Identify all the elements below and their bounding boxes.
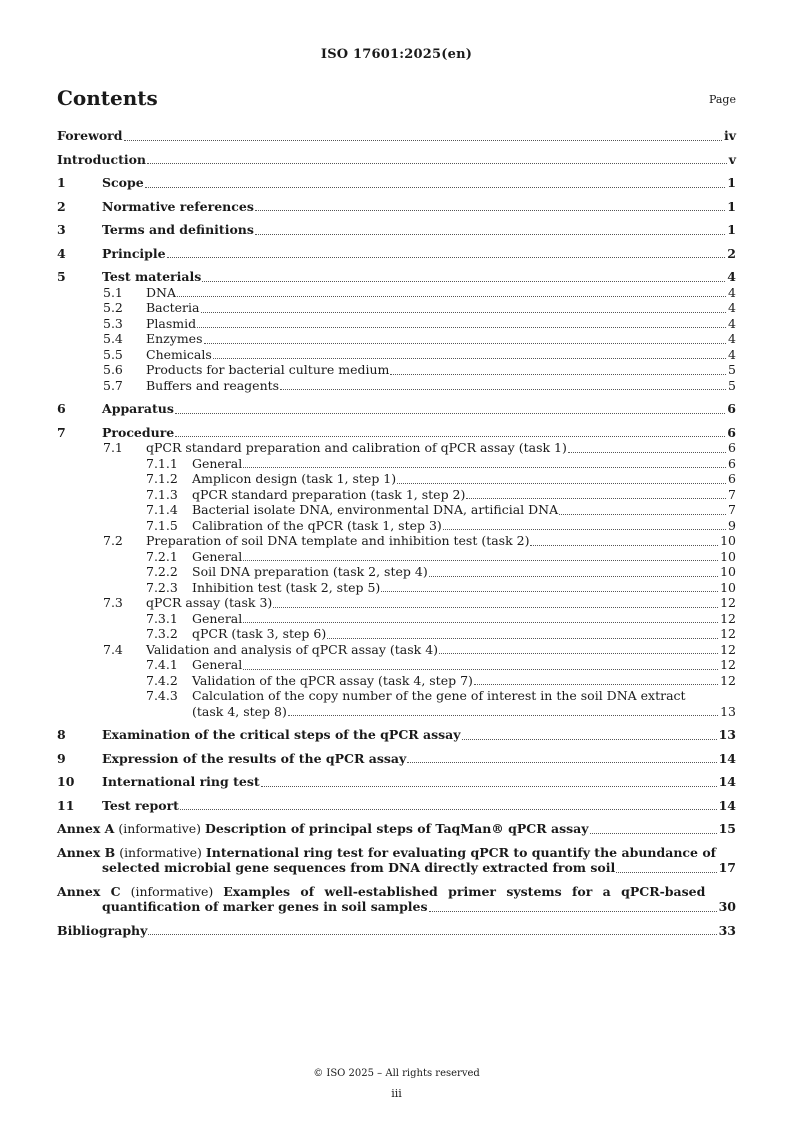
toc-entry-annex-b[interactable] xyxy=(57,845,736,861)
toc-number: 5.7 xyxy=(103,377,123,393)
dot-leader xyxy=(255,234,725,235)
toc-title: Terms and definitions xyxy=(102,222,254,237)
toc-number: 5.2 xyxy=(103,300,123,315)
contents-heading: Contents xyxy=(57,86,158,110)
toc-number: 8 xyxy=(57,727,66,742)
toc-title: Bacteria xyxy=(146,300,200,315)
toc-number: 3 xyxy=(57,222,66,237)
toc-entry-5-5[interactable] xyxy=(57,347,736,363)
toc-entry-section-7[interactable] xyxy=(57,425,736,441)
dot-leader xyxy=(327,638,718,639)
toc-entry-7-4-2[interactable] xyxy=(57,673,736,689)
toc-number: 7 xyxy=(57,424,66,440)
toc-page: 14 xyxy=(718,797,736,813)
toc-title: Introduction xyxy=(57,151,147,167)
dot-leader xyxy=(443,529,726,530)
dot-leader xyxy=(147,163,727,164)
toc-number: 11 xyxy=(57,797,75,813)
toc-page: 12 xyxy=(720,595,736,610)
toc-number: 7.1.1 xyxy=(146,455,178,471)
annex-type: (informative) xyxy=(118,821,202,836)
toc-title: General xyxy=(192,657,243,672)
toc-entry-7-1[interactable] xyxy=(57,440,736,456)
dot-leader xyxy=(202,281,725,282)
toc-number: 5 xyxy=(57,269,66,284)
toc-page: 7 xyxy=(728,502,736,517)
dot-leader xyxy=(439,653,718,654)
dot-leader xyxy=(204,343,727,344)
dot-leader xyxy=(474,684,718,685)
toc-entry-section-11[interactable] xyxy=(57,798,736,814)
toc-page: 12 xyxy=(720,641,736,657)
toc-entry-bibliography[interactable] xyxy=(57,923,736,939)
dot-leader xyxy=(124,140,722,141)
page-number: iii xyxy=(391,1087,402,1100)
toc-page: 6 xyxy=(727,424,736,440)
toc-entry-5-7[interactable] xyxy=(57,378,736,394)
toc-entry-annex-c[interactable] xyxy=(57,884,736,900)
toc-title: Enzymes xyxy=(146,331,203,346)
toc-number: 7.1.4 xyxy=(146,502,178,517)
dot-leader xyxy=(255,210,725,211)
dot-leader xyxy=(243,669,718,670)
toc-entry-5-6[interactable] xyxy=(57,362,736,378)
toc-page: 12 xyxy=(720,626,736,641)
toc-title: Foreword xyxy=(57,128,123,143)
annex-label: Annex A xyxy=(57,821,115,836)
toc-title: Plasmid xyxy=(146,315,197,331)
toc-entry-section-10[interactable] xyxy=(57,774,736,790)
toc-number: 7.3.2 xyxy=(146,626,178,641)
toc-entry-section-9[interactable] xyxy=(57,751,736,767)
toc-page: 14 xyxy=(718,750,736,766)
toc-page: 15 xyxy=(718,821,736,836)
toc-title: General xyxy=(192,455,243,471)
toc-title: Bibliography xyxy=(57,922,148,938)
toc-number: 7.3 xyxy=(103,595,123,610)
dot-leader xyxy=(261,786,717,787)
toc-title: Bacterial isolate DNA, environmental DNA, artificial DNA xyxy=(192,502,559,517)
toc-page: 1 xyxy=(727,198,736,214)
toc-number: 7.2.1 xyxy=(146,548,178,564)
toc-page: 4 xyxy=(728,346,736,362)
annex-label: Annex C xyxy=(57,883,121,899)
toc-title: Chemicals xyxy=(146,346,212,362)
dot-leader xyxy=(280,389,726,390)
dot-leader xyxy=(177,296,726,297)
toc-page: 13 xyxy=(720,703,736,719)
toc-entry-7-1-2[interactable] xyxy=(57,471,736,487)
toc-number: 7.4.3 xyxy=(146,688,178,703)
toc-page: v xyxy=(728,151,736,167)
toc-title: Calculation of the copy number of the gene of interest in the soil DNA extract xyxy=(192,688,686,703)
toc-number: 7.1.3 xyxy=(146,486,178,502)
toc-entry-7-2-3[interactable] xyxy=(57,580,736,596)
toc-entry-7-2-2[interactable] xyxy=(57,564,736,580)
toc-entry-7-3[interactable] xyxy=(57,595,736,611)
toc-entry-annex-c-continued[interactable] xyxy=(57,899,736,915)
toc-page: 13 xyxy=(718,727,736,742)
dot-leader xyxy=(175,413,725,414)
toc-entry-5-3[interactable] xyxy=(57,316,736,332)
toc-entry-section-1[interactable] xyxy=(57,175,736,191)
toc-number: 4 xyxy=(57,245,66,261)
toc-number: 5.6 xyxy=(103,362,123,377)
toc-title: Apparatus xyxy=(102,401,174,416)
toc-title: Amplicon design (task 1, step 1) xyxy=(192,471,397,486)
toc-entry-5-2[interactable] xyxy=(57,300,736,316)
toc-number: 7.1 xyxy=(103,440,123,455)
dot-leader xyxy=(243,560,718,561)
toc-page: 5 xyxy=(728,377,736,393)
toc-page: 1 xyxy=(727,175,736,190)
copyright-notice: © ISO 2025 – All rights reserved xyxy=(313,1068,480,1079)
toc-number: 9 xyxy=(57,750,66,766)
dot-leader xyxy=(288,715,718,716)
toc-page: 9 xyxy=(728,517,736,533)
annex-label: Annex B xyxy=(57,844,116,860)
dot-leader xyxy=(590,833,717,834)
toc-page: 4 xyxy=(728,300,736,315)
toc-entry-section-3[interactable] xyxy=(57,222,736,238)
toc-title: Preparation of soil DNA template and inhibition test (task 2) xyxy=(146,533,530,548)
table-of-contents xyxy=(57,128,736,938)
toc-page: 6 xyxy=(728,440,736,455)
toc-number: 7.1.2 xyxy=(146,471,178,486)
toc-entry-section-4[interactable] xyxy=(57,246,736,262)
dot-leader xyxy=(429,576,718,577)
annex-title-continued: quantification of marker genes in soil samples xyxy=(102,899,428,914)
annex-title-continued: selected microbial gene sequences from DNA directly extracted from soil xyxy=(102,860,616,875)
toc-title: DNA xyxy=(146,284,176,300)
dot-leader xyxy=(180,809,717,810)
dot-leader xyxy=(167,257,726,258)
toc-page: 5 xyxy=(728,362,736,377)
annex-type: (informative) xyxy=(119,844,202,860)
toc-number: 5.5 xyxy=(103,346,123,362)
dot-leader xyxy=(175,436,725,437)
toc-title: qPCR (task 3, step 6) xyxy=(192,626,327,641)
toc-number: 1 xyxy=(57,175,66,190)
toc-page: 17 xyxy=(718,860,736,875)
toc-entry-section-2[interactable] xyxy=(57,199,736,215)
dot-leader xyxy=(397,483,726,484)
toc-page: 4 xyxy=(728,331,736,346)
dot-leader xyxy=(530,545,718,546)
toc-entry-7-1-3[interactable] xyxy=(57,487,736,503)
toc-title-continued: (task 4, step 8) xyxy=(192,703,287,719)
toc-title: International ring test xyxy=(102,774,260,789)
toc-number: 2 xyxy=(57,198,66,214)
dot-leader xyxy=(201,312,727,313)
toc-title: Test report xyxy=(102,797,179,813)
toc-page: 2 xyxy=(727,245,736,261)
toc-page: 12 xyxy=(720,610,736,626)
toc-title: Expression of the results of the qPCR assay xyxy=(102,750,407,766)
toc-page: 6 xyxy=(727,401,736,416)
toc-entry-7-4-1[interactable] xyxy=(57,657,736,673)
dot-leader xyxy=(568,452,726,453)
dot-leader xyxy=(462,739,717,740)
toc-entry-5-4[interactable] xyxy=(57,331,736,347)
toc-entry-7-3-2[interactable] xyxy=(57,626,736,642)
toc-page: 4 xyxy=(727,269,736,284)
toc-entry-7-4-3-continued[interactable] xyxy=(57,704,736,720)
dot-leader xyxy=(243,467,726,468)
toc-page: 33 xyxy=(718,922,736,938)
dot-leader xyxy=(390,374,726,375)
toc-number: 5.3 xyxy=(103,315,123,331)
annex-type: (informative) xyxy=(130,883,214,899)
dot-leader xyxy=(407,762,716,763)
toc-page: 12 xyxy=(720,657,736,672)
toc-page: 6 xyxy=(728,471,736,486)
dot-leader xyxy=(213,358,726,359)
document-id-header: ISO 17601:2025(en) xyxy=(320,47,473,62)
toc-number: 7.3.1 xyxy=(146,610,178,626)
toc-page: 7 xyxy=(728,486,736,502)
toc-entry-7-1-1[interactable] xyxy=(57,456,736,472)
toc-title: General xyxy=(192,548,243,564)
dot-leader xyxy=(145,187,726,188)
toc-page: 12 xyxy=(720,672,736,688)
toc-page: 14 xyxy=(718,774,736,789)
toc-number: 7.4 xyxy=(103,641,123,657)
toc-entry-section-8[interactable] xyxy=(57,727,736,743)
dot-leader xyxy=(197,327,726,328)
toc-entry-foreword[interactable] xyxy=(57,128,736,144)
toc-page: 6 xyxy=(728,455,736,471)
toc-title: Products for bacterial culture medium xyxy=(146,362,390,377)
toc-entry-section-6[interactable] xyxy=(57,401,736,417)
toc-number: 7.4.2 xyxy=(146,672,178,688)
toc-entry-5-1[interactable] xyxy=(57,285,736,301)
page-column-label: Page xyxy=(708,93,736,106)
toc-entry-7-1-5[interactable] xyxy=(57,518,736,534)
toc-entry-7-2-1[interactable] xyxy=(57,549,736,565)
toc-entry-7-1-4[interactable] xyxy=(57,502,736,518)
toc-title: qPCR standard preparation and calibration of qPCR assay (task 1) xyxy=(146,440,567,455)
toc-title: Validation and analysis of qPCR assay (task 4) xyxy=(146,641,439,657)
annex-title: Description of principal steps of TaqMan® qPCR assay xyxy=(205,821,589,836)
toc-title: Normative references xyxy=(102,198,254,214)
toc-title: Scope xyxy=(102,175,144,190)
toc-entry-7-3-1[interactable] xyxy=(57,611,736,627)
toc-entry-7-4[interactable] xyxy=(57,642,736,658)
toc-page: 30 xyxy=(718,899,736,914)
toc-number: 7.2.2 xyxy=(146,564,178,579)
dot-leader xyxy=(243,622,718,623)
dot-leader xyxy=(616,872,716,873)
toc-entry-annex-a[interactable] xyxy=(57,821,736,837)
toc-page: 10 xyxy=(720,564,736,579)
toc-title: Procedure xyxy=(102,424,175,440)
toc-title: Examination of the critical steps of the qPCR assay xyxy=(102,727,461,742)
toc-number: 6 xyxy=(57,401,66,416)
annex-title: International ring test for evaluating qPCR to quantify the abundance of xyxy=(205,844,717,860)
toc-number: 7.2 xyxy=(103,533,123,548)
toc-entry-section-5[interactable] xyxy=(57,269,736,285)
dot-leader xyxy=(429,911,717,912)
toc-page: 10 xyxy=(720,533,736,548)
toc-title: General xyxy=(192,610,243,626)
toc-page: 10 xyxy=(720,548,736,564)
toc-page: 4 xyxy=(728,315,736,331)
toc-number: 7.1.5 xyxy=(146,517,178,533)
toc-number: 7.2.3 xyxy=(146,579,178,595)
toc-title: qPCR assay (task 3) xyxy=(146,595,273,610)
toc-title: Principle xyxy=(102,245,166,261)
toc-title: qPCR standard preparation (task 1, step 2) xyxy=(192,486,466,502)
toc-number: 7.4.1 xyxy=(146,657,178,672)
toc-page: 10 xyxy=(720,579,736,595)
toc-entry-7-4-3[interactable] xyxy=(57,688,736,704)
toc-number: 5.1 xyxy=(103,284,123,300)
toc-entry-introduction[interactable] xyxy=(57,152,736,168)
dot-leader xyxy=(148,934,716,935)
dot-leader xyxy=(381,591,718,592)
toc-page: 4 xyxy=(728,284,736,300)
toc-number: 5.4 xyxy=(103,331,123,346)
dot-leader xyxy=(466,498,726,499)
toc-title: Inhibition test (task 2, step 5) xyxy=(192,579,381,595)
annex-title: Examples of well-established primer systems for a qPCR-based xyxy=(223,883,706,899)
toc-title: Test materials xyxy=(102,269,202,284)
toc-title: Buffers and reagents xyxy=(146,377,280,393)
toc-title: Soil DNA preparation (task 2, step 4) xyxy=(192,564,428,579)
dot-leader xyxy=(273,607,718,608)
toc-page: iv xyxy=(723,128,736,143)
toc-number: 10 xyxy=(57,774,75,789)
toc-entry-annex-b-continued[interactable] xyxy=(57,860,736,876)
toc-page: 1 xyxy=(727,222,736,237)
toc-title: Calibration of the qPCR (task 1, step 3) xyxy=(192,517,442,533)
toc-entry-7-2[interactable] xyxy=(57,533,736,549)
toc-title: Validation of the qPCR assay (task 4, step 7) xyxy=(192,672,473,688)
dot-leader xyxy=(559,514,726,515)
